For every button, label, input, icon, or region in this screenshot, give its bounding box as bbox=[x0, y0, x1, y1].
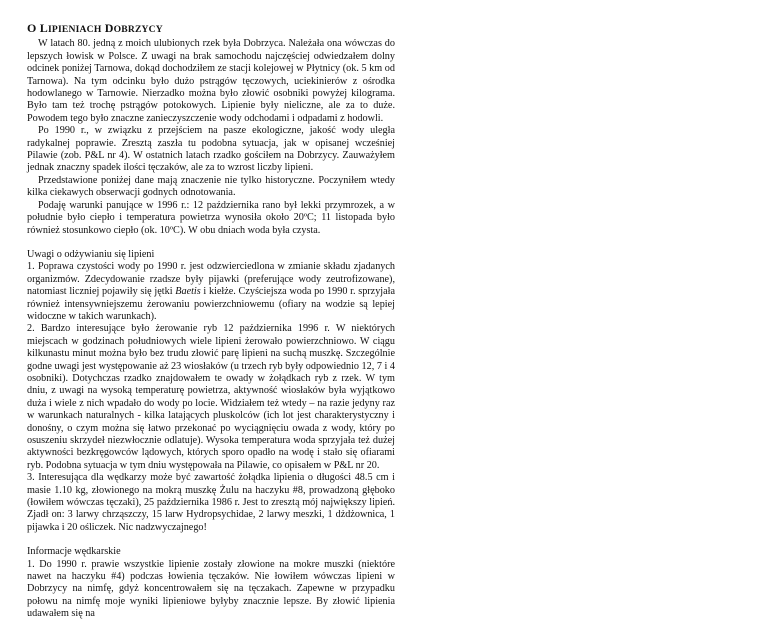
intro-paragraph-2: Po 1990 r., w związku z przejściem na pasze ekologiczne, jakość wody uległa radykalnej poprawie. Zresztą zaszła tu podobna sytuacja, jak w opisanej wcześniej Pilawie (zob. P&L nr 4). W ostatnich latach rzadko gościłem na Dobrzycy. Zauważyłem jednak znaczny spadek ilości tęczaków, ale za to wzrost liczby lipieni. bbox=[27, 125, 395, 174]
feeding-point-1-text-a: 1. Poprawa czystości wody po 1990 r. jest odzwierciedlona w zmianie składu zjadanych organizmów. Zdecydowanie rzadsze były pijawki (preferujące wody zeutrofizowane), natomiast liczniej pojawiły się jętki bbox=[27, 261, 395, 298]
title-rest-d: OBRZYCY bbox=[113, 24, 163, 35]
intro-paragraph-4: Podaję warunki panujące w 1996 r.: 12 października rano był lekki przymrozek, a w południe było ciepło i temperatura powietrza wynosiła około 20ºC; 11 listopada było również stosunkowo ciepło (ok. 10ºC). W obu dniach woda była czysta. bbox=[27, 199, 395, 236]
section-heading-angling: Informacje wędkarskie bbox=[27, 546, 121, 558]
blank-right-page bbox=[410, 0, 768, 543]
title-cap-d: D bbox=[104, 21, 114, 35]
feeding-point-2: 2. Bardzo interesujące było żerowanie ryb 12 października 1996 r. W niektórych miejscach w godzinach południowych wiele lipieni żerowało powierzchniowo. W ciągu kilkunastu minut można było bez trudu złowić parę lipieni na suchą muszkę. Szczególnie godne uwagi jest występowanie aż 23 wiosłaków (u trzech ryb były odpowiednio 12, 7 i 4 osobniki). Dotychczas rzadko znajdowałem te owady w żołądkach ryb z rzek. W tym dniu, z uwagi na wysoką temperaturę powietrza, aktywność wiosłaków była wyjątkowo duża i wiele z nich wpadało do wody po locie. Widziałem też wtedy – na razie jedyny raz w warunkach naturalnych - kilka latających pluskolców (ich lot jest charakterystyczny i donośny, o czym można się łatwo przekonać po wyciągnięciu owada z wody, który po osuszeniu skrzydeł niezwłocznie odlatuje). Wysoka temperatura woda sprzyjała też dużej aktywności bezkręgowców lądowych, których sporo opadło na wodę i stało się ofiarami ryb. Podobna sytuacja w tym dniu występowała na Pilawie, co opisałem w P&L nr 20. bbox=[27, 323, 395, 471]
intro-paragraph-1: W latach 80. jedną z moich ulubionych rzek była Dobrzyca. Należała ona wówczas do lepszych łowisk w Polsce. Z uwagi na brak samochodu najczęściej odwiedzałem dolny odcinek poniżej Tarnowa, dokąd dochodziłem ze stacji kolejowej w Płytnicy (ok. 5 km od Tarnowa). Na tym odcinku było dużo pstrągów tęczowych, uciekinierów z ośrodka hodowlanego w Tarnowie. Nierzadko można było złowić osobniki powyżej kilograma. Było tam też trochę pstrągów potokowych. Lipienie były nieliczne, ale za to duże. Powodem tego było znaczne zanieczyszczenie wody odchodami i odpadami z hodowli. bbox=[27, 38, 395, 124]
title-rest-l: IPIENIACH bbox=[47, 24, 102, 35]
article bbox=[27, 22, 395, 621]
title-cap-l: L bbox=[39, 21, 48, 35]
intro-paragraph-3: Przedstawione poniżej dane mają znaczenie nie tylko historyczne. Poczyniłem wtedy kilka ciekawych obserwacji godnych odnotowania. bbox=[27, 174, 395, 199]
section-heading-feeding: Uwagi o odżywianiu się lipieni bbox=[27, 248, 155, 260]
title-cap-o: O bbox=[27, 21, 37, 35]
feeding-point-3: 3. Interesująca dla wędkarzy może być zawartość żołądka lipienia o długości 48.5 cm i masie 1.10 kg, złowionego na mokrą muszkę Żulu na haczyku #8, prowadzoną głęboko (łowiłem wówczas tęczaki), 25 października 1986 r. Jest to zresztą mój największy lipień. Zjadł on: 3 larwy chrząszczy, 15 larw Hydropsychidae, 2 larwy meszki, 1 dżdżownica, 1 pijawka i 20 ośliczek. Nic nadzwyczajnego! bbox=[27, 472, 395, 533]
feeding-point-1-text-b: i kiełże. Czyściejsza woda po 1990 r. sprzyjała również intensywniejszemu żerowaniu powierzchniowemu (ofiary na wodzie są lepiej widoczne w takich warunkach). bbox=[27, 286, 395, 322]
spacer bbox=[27, 534, 395, 546]
angling-point-1: 1. Do 1990 r. prawie wszystkie lipienie zostały złowione na mokre muszki (niektóre nawet na haczyku #4) podczas łowienia tęczaków. Nie łowiłem wówczas lipieni w Dobrzycy na nimfę, gdyż koncentrowałem się na tęczakach. Zapewne w przypadku połowu na nimfę moje wyniki lipieniowe byłyby znacznie lepsze. By złowić lipienia udawałem się na bbox=[27, 558, 395, 620]
feeding-point-1 bbox=[27, 261, 395, 323]
feeding-point-1-species: Baetis bbox=[175, 286, 201, 298]
spacer bbox=[27, 237, 395, 249]
article-title bbox=[27, 22, 395, 36]
